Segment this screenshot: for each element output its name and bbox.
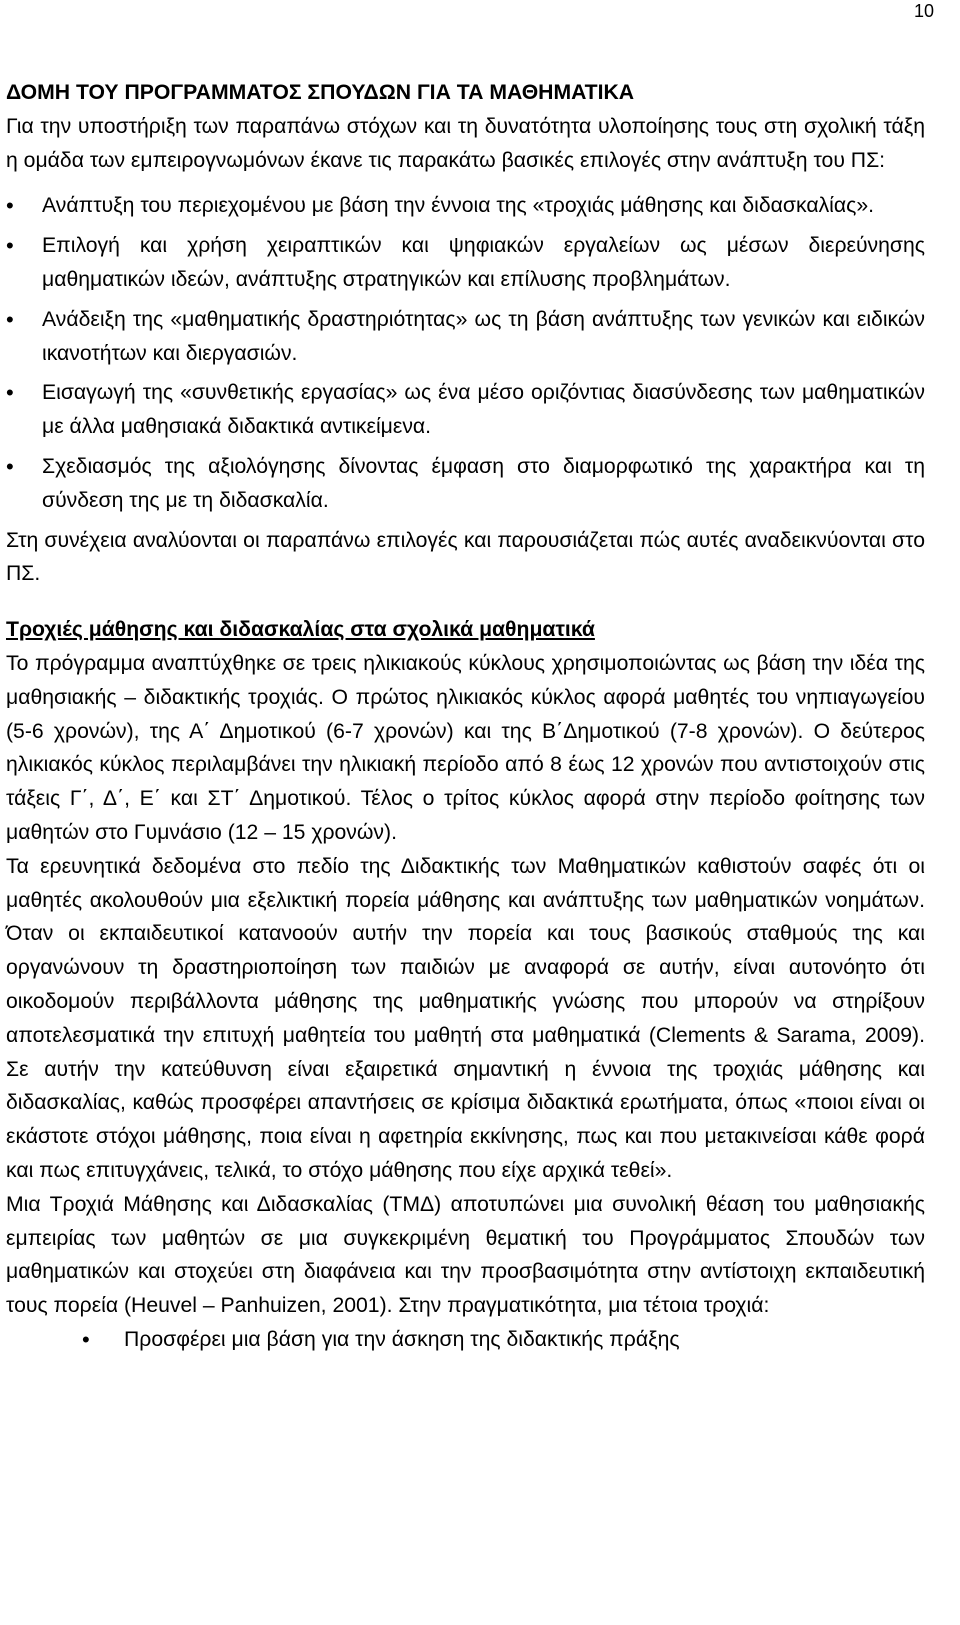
- bullet-icon: •: [6, 306, 14, 332]
- bullet-icon: •: [82, 1326, 90, 1352]
- paragraph-age-cycles: Το πρόγραμμα αναπτύχθηκε σε τρεις ηλικιακούς κύκλους χρησιμοποιώντας ως βάση την ιδέα της μαθησιακής – διδακτικής τροχιάς. Ο πρώτος ηλικιακός κύκλος αφορά μαθητές του νηπιαγωγείου (5-6 χρονών), της Α΄ Δημοτικού (6-7 χρονών) και της Β΄Δημοτικού (7-8 χρονών). Ο δεύτερος ηλικιακός κύκλος περιλαμβάνει την ηλικιακή περίοδο από 8 έως 12 χρονών που αντιστοιχούν στις τάξεις Γ΄, Δ΄, Ε΄ και ΣΤ΄ Δημοτικού. Τέλος ο τρίτος κύκλος αφορά στην περίοδο φοίτησης των μαθητών στο Γυμνάσιο (12 – 15 χρονών).: [6, 651, 925, 844]
- summary-paragraph: Στη συνέχεια αναλύονται οι παραπάνω επιλογές και παρουσιάζεται πώς αυτές αναδεικνύονται στο ΠΣ.: [6, 528, 925, 586]
- bullet-icon: •: [6, 193, 14, 219]
- list-item-text: Ανάπτυξη του περιεχομένου με βάση την έννοια της «τροχιάς μάθησης και διδασκαλίας».: [42, 194, 875, 218]
- list-item: [6, 189, 925, 223]
- paragraph-tmd: Μια Τροχιά Μάθησης και Διδασκαλίας (ΤΜΔ) αποτυπώνει μια συνολική θέαση του μαθησιακής εμπειρίας των μαθητών σε μια συγκεκριμένη θεματική του Προγράμματος Σπουδών των μαθηματικών και στοχεύει στη διαφάνεια και την προσβασιμότητα στην αντίστοιχη εκπαιδευτική τους πορεία (Heuvel – Panhuizen, 2001). Στην πραγματικότητα, μια τέτοια τροχιά:: [6, 1192, 925, 1318]
- list-item-text: Προσφέρει μια βάση για την άσκηση της διδακτικής πράξης: [124, 1327, 680, 1351]
- list-item: [6, 1323, 925, 1357]
- bullet-icon: •: [6, 380, 14, 406]
- bullet-icon: •: [6, 453, 14, 479]
- intro-paragraph: Για την υποστήριξη των παραπάνω στόχων και τη δυνατότητα υλοποίησης τους στη σχολική τάξη η ομάδα των εμπειρογνωμόνων έκανε τις παρακάτω βασικές επιλογές στην ανάπτυξη του ΠΣ:: [6, 114, 925, 172]
- list-item: [6, 450, 925, 518]
- list-item: [6, 303, 925, 371]
- choices-list: [6, 189, 925, 517]
- paragraph-research: Τα ερευνητικά δεδομένα στο πεδίο της Διδακτικής των Μαθηματικών καθιστούν σαφές ότι οι μαθητές ακολουθούν μια εξελικτική πορεία μάθησης και ανάπτυξης των μαθηματικών νοημάτων. Όταν οι εκπαιδευτικοί κατανοούν αυτήν την πορεία και τους βασικούς σταθμούς της και οργανώνουν τη δραστηριοποίηση των παιδιών με αναφορά σε αυτήν, είναι αυτονόητο ότι οικοδομούν περιβάλλοντα μάθησης της μαθηματικής γνώσης που μπορούν να στηρίξουν αποτελεσματικά την επιτυχή μαθητεία του μαθητή στα μαθηματικά (Clements & Sarama, 2009). Σε αυτήν την κατεύθυνση είναι εξαιρετικά σημαντική η έννοια της τροχιάς μάθησης και διδασκαλίας, καθώς προσφέρει απαντήσεις σε κρίσιμα διδακτικά ερωτήματα, όπως «ποιοι είναι οι εκάστοτε στόχοι μάθησης, ποια είναι η αφετηρία εκκίνησης, πως και που μετακινείσαι κάθε φορά και πως επιτυγχάνεις, τελικά, το στόχο μάθησης που είχε αρχικά τεθεί».: [6, 854, 925, 1182]
- list-item-text: Ανάδειξη της «μαθηματικής δραστηριότητας» ως τη βάση ανάπτυξης των γενικών και ειδικών ικανοτήτων και διεργασιών.: [42, 307, 925, 365]
- list-item: [6, 376, 925, 444]
- main-heading: ΔΟΜΗ ΤΟΥ ΠΡΟΓΡΑΜΜΑΤΟΣ ΣΠΟΥΔΩΝ ΓΙΑ ΤΑ ΜΑΘΗΜΑΤΙΚΑ: [6, 81, 635, 104]
- page-number: 10: [913, 1, 934, 21]
- list-item: [6, 229, 925, 297]
- bullet-icon: •: [6, 233, 14, 259]
- list-item-text: Επιλογή και χρήση χειραπτικών και ψηφιακών εργαλείων ως μέσων διερεύνησης μαθηματικών ιδεών, ανάπτυξης στρατηγικών και επίλυσης προβλημάτων.: [42, 234, 925, 291]
- trajectory-list: [6, 1323, 925, 1357]
- document-body: [6, 76, 925, 1363]
- list-item-text: Σχεδιασμός της αξιολόγησης δίνοντας έμφαση στο διαμορφωτικό της χαρακτήρα και τη σύνδεση της με τη διδασκαλία.: [42, 454, 925, 512]
- section-heading: Τροχιές μάθησης και διδασκαλίας στα σχολικά μαθηματικά: [6, 618, 595, 642]
- list-item-text: Εισαγωγή της «συνθετικής εργασίας» ως ένα μέσο οριζόντιας διασύνδεσης των μαθηματικών με άλλα μαθησιακά διδακτικά αντικείμενα.: [42, 381, 925, 439]
